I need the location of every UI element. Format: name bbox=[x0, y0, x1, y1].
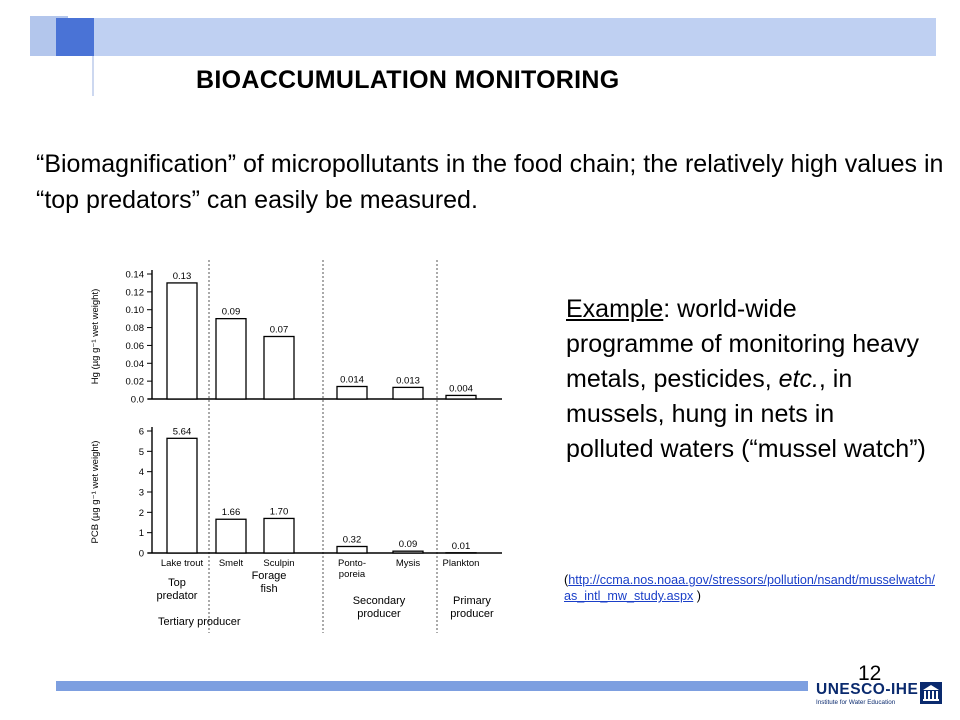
example-italic: etc. bbox=[778, 365, 819, 393]
slide-subtitle: “Biomagnification” of micropollutants in the food chain; the relatively high values in “top predators” can easily be measured. bbox=[36, 150, 944, 214]
data-label: 0.004 bbox=[449, 383, 473, 395]
group-label-forage-fish-line: Forage bbox=[251, 570, 287, 582]
bar-smelt bbox=[216, 319, 246, 399]
data-label: 1.70 bbox=[269, 506, 289, 518]
data-label: 0.014 bbox=[340, 374, 364, 386]
group-label-secondary-producer-line: producer bbox=[357, 608, 401, 620]
group-label-primary-producer-line: Primary bbox=[453, 595, 491, 607]
category-label bbox=[219, 558, 244, 569]
bioaccumulation-chart bbox=[82, 248, 522, 638]
group-label-primary-producer bbox=[450, 595, 494, 620]
group-label-secondary-producer-line: Secondary bbox=[352, 595, 406, 607]
y-tick-label: 0.04 bbox=[125, 358, 144, 370]
y-tick-label: 6 bbox=[138, 426, 144, 438]
group-label-top-predator bbox=[157, 577, 198, 602]
y-tick-label: 3 bbox=[138, 487, 144, 499]
group-label-top-predator-line: predator bbox=[156, 590, 198, 602]
bar-ponto-poreia bbox=[337, 387, 367, 400]
y-tick-label: 0.06 bbox=[125, 340, 144, 352]
data-label: 0.09 bbox=[398, 539, 418, 551]
y-axis-label: PCB (µg g⁻¹ wet weight) bbox=[90, 440, 101, 544]
data-label: 5.64 bbox=[172, 426, 192, 438]
example-text bbox=[566, 292, 926, 467]
unesco-ihe-logo bbox=[816, 680, 942, 714]
logo-tagline: Institute for Water Education bbox=[816, 699, 896, 706]
decor-square-dark bbox=[56, 18, 94, 56]
data-label: 0.01 bbox=[451, 540, 471, 552]
group-label-forage-fish-line: fish bbox=[260, 583, 278, 595]
category-label-line: Lake trout bbox=[160, 558, 204, 569]
data-label: 0.32 bbox=[342, 534, 362, 546]
y-tick-label: 0.14 bbox=[125, 269, 144, 281]
y-tick-label: 0.10 bbox=[125, 305, 144, 317]
logo-name: UNESCO-IHE bbox=[816, 681, 919, 698]
group-label-forage-fish bbox=[252, 570, 287, 595]
page-number: 12 bbox=[858, 662, 882, 685]
group-label-primary-producer-line: producer bbox=[450, 608, 494, 620]
category-label bbox=[263, 558, 294, 569]
category-label bbox=[443, 558, 480, 569]
y-tick-label: 0.08 bbox=[125, 323, 144, 335]
data-label: 1.66 bbox=[221, 507, 241, 519]
decor-line bbox=[92, 56, 94, 96]
bar-lake-trout bbox=[167, 438, 197, 553]
category-label-line: Mysis bbox=[395, 558, 421, 569]
category-label-line: Smelt bbox=[218, 558, 244, 569]
reference-link[interactable]: http://ccma.nos.noaa.gov/stressors/pollution/nsandt/musselwatch/as_intl_mw_study.aspx bbox=[564, 573, 936, 603]
category-label bbox=[338, 558, 366, 580]
y-tick-label: 0.12 bbox=[125, 287, 144, 299]
example-body: : world-wide programme of monitoring heavy metals, pesticides, bbox=[566, 295, 919, 393]
category-label-line: poreia bbox=[338, 569, 366, 580]
bar-mysis bbox=[393, 551, 423, 553]
temple-icon bbox=[920, 682, 942, 704]
category-label-line: Plankton bbox=[442, 558, 480, 569]
slide-title: BIOACCUMULATION MONITORING bbox=[196, 66, 620, 94]
bar-lake-trout bbox=[167, 283, 197, 399]
data-label: 0.13 bbox=[172, 270, 192, 282]
group-label-tertiary-producer: Tertiary producer bbox=[158, 616, 241, 628]
y-tick-label: 5 bbox=[138, 446, 144, 458]
category-label-line: Sculpin bbox=[263, 558, 295, 569]
category-label bbox=[396, 558, 421, 569]
group-label-secondary-producer bbox=[353, 595, 406, 620]
reference-close: ) bbox=[693, 589, 701, 603]
y-tick-label: 4 bbox=[138, 467, 144, 479]
bar-sculpin bbox=[264, 518, 294, 553]
footer-bar bbox=[56, 681, 808, 691]
y-tick-label: 0 bbox=[138, 548, 144, 560]
reference-open: ( bbox=[564, 573, 569, 587]
bar-ponto-poreia bbox=[337, 546, 367, 553]
category-label-line: Ponto- bbox=[338, 558, 366, 569]
data-label: 0.07 bbox=[269, 324, 289, 336]
bar-mysis bbox=[393, 387, 423, 399]
y-tick-label: 0.0 bbox=[130, 394, 144, 406]
y-tick-label: 2 bbox=[138, 507, 144, 519]
header-bar bbox=[94, 18, 936, 56]
y-tick-label: 1 bbox=[138, 528, 144, 540]
reference-note bbox=[564, 572, 936, 604]
bar-smelt bbox=[216, 519, 246, 553]
data-label: 0.013 bbox=[396, 375, 420, 387]
data-label: 0.09 bbox=[221, 306, 241, 318]
y-tick-label: 0.02 bbox=[125, 376, 144, 388]
bar-sculpin bbox=[264, 337, 294, 400]
bar-plankton bbox=[446, 395, 476, 399]
example-lead: Example bbox=[566, 295, 664, 323]
example-tail: , in mussels, hung in nets in polluted waters (“mussel watch”) bbox=[566, 365, 926, 463]
group-label-top-predator-line: Top bbox=[168, 577, 186, 589]
y-axis-label: Hg (µg g⁻¹ wet weight) bbox=[90, 288, 101, 385]
category-label bbox=[161, 558, 204, 569]
